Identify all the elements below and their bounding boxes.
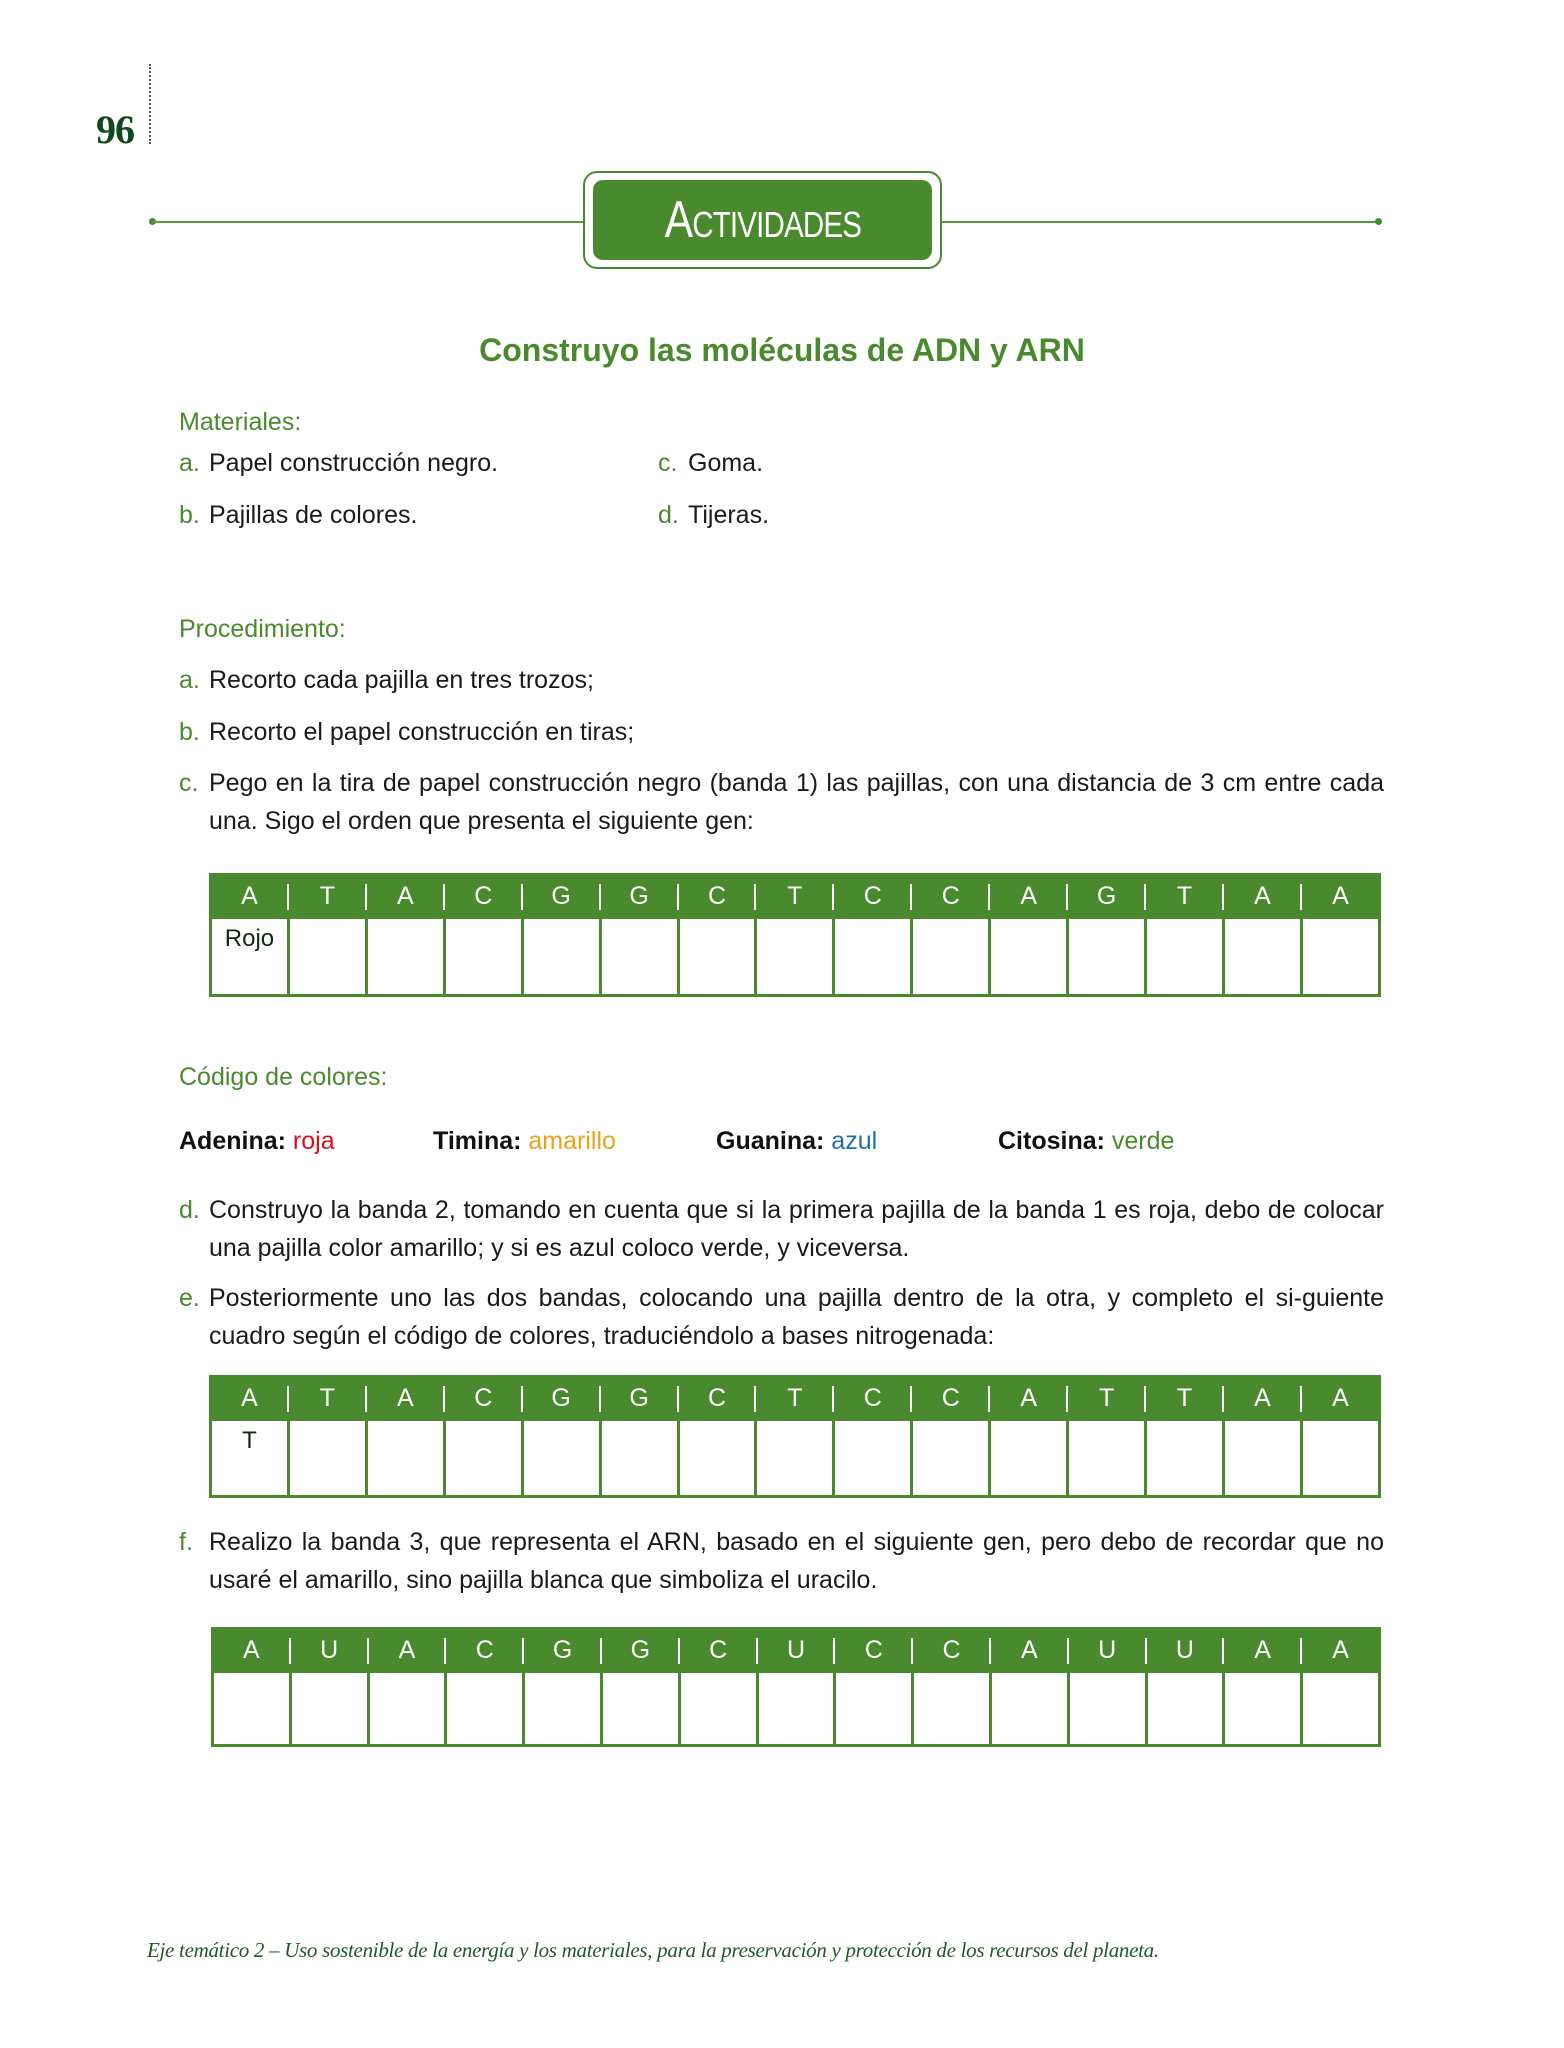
gene-base-header: A (990, 1377, 1068, 1420)
gene-base-header: G (522, 875, 600, 918)
gene-base-header: C (678, 1377, 756, 1420)
answer-cell[interactable]: T (211, 1420, 289, 1497)
legend-base: Timina: (433, 1127, 522, 1155)
item-text: Goma. (688, 449, 764, 477)
gene-base-header: A (211, 875, 289, 918)
answer-cell[interactable] (600, 1420, 678, 1497)
answer-cell[interactable] (990, 1420, 1068, 1497)
legend-adenina (179, 1127, 335, 1156)
answer-cell[interactable] (1068, 1420, 1146, 1497)
step-text: Posteriormente uno las dos bandas, colocando una pajilla dentro de la otra, y completo el si-guiente cuadro según el código de colores, traduciéndolo a bases nitrogenada: (209, 1284, 1384, 1350)
gene-base-header: G (601, 1629, 679, 1672)
step-text: Recorto el papel construcción en tiras; (209, 718, 635, 746)
gene-base-header: T (756, 875, 834, 918)
legend-timina (433, 1127, 616, 1156)
color-code-heading: Código de colores: (179, 1063, 388, 1091)
answer-cell[interactable] (756, 918, 834, 996)
gene-base-header: C (444, 875, 522, 918)
gene-base-header: C (835, 1629, 913, 1672)
procedure-step (179, 1279, 1384, 1355)
procedure-heading: Procedimiento: (179, 615, 346, 643)
answer-cell[interactable] (756, 1420, 834, 1497)
answer-cell[interactable] (678, 1420, 756, 1497)
gene-base-header: A (1224, 1629, 1302, 1672)
answer-cell[interactable] (290, 1672, 368, 1746)
answer-cell[interactable] (1146, 1420, 1224, 1497)
answer-cell[interactable] (834, 1420, 912, 1497)
gene-base-header: T (756, 1377, 834, 1420)
page-number: 96 (96, 107, 134, 152)
gene-base-header: A (1301, 875, 1379, 918)
step-label: a. (179, 666, 200, 694)
answer-cell[interactable]: Rojo (211, 918, 289, 996)
gene-base-header: T (288, 875, 366, 918)
step-label: e. (179, 1284, 200, 1312)
answer-cell[interactable] (1146, 1672, 1224, 1746)
gene-table-banda-1 (209, 873, 1381, 997)
gene-base-header: C (834, 875, 912, 918)
answer-cell[interactable] (1224, 1672, 1302, 1746)
procedure-step (179, 1191, 1384, 1267)
materials-heading: Materiales: (179, 408, 302, 436)
item-label: b. (179, 501, 200, 529)
gene-base-header: C (679, 1629, 757, 1672)
gene-base-header: C (913, 1629, 991, 1672)
gene-base-header: C (678, 875, 756, 918)
answer-cell[interactable] (678, 918, 756, 996)
gene-header-row (211, 1377, 1380, 1420)
rna-answer-row (213, 1672, 1380, 1746)
answer-cell[interactable] (366, 918, 444, 996)
gene-base-header: G (522, 1377, 600, 1420)
answer-cell[interactable] (1068, 918, 1146, 996)
answer-cell[interactable] (835, 1672, 913, 1746)
gene-base-header: G (600, 1377, 678, 1420)
legend-color-value: roja (292, 1127, 335, 1155)
section-banner (593, 180, 932, 260)
header-line-right-dot (1375, 218, 1382, 225)
answer-cell[interactable] (446, 1672, 524, 1746)
gene-base-header: A (1223, 1377, 1301, 1420)
answer-cell[interactable] (990, 918, 1068, 996)
procedure-step (179, 661, 1384, 699)
gene-table-banda-2 (209, 1375, 1381, 1498)
procedure-step (179, 713, 1384, 751)
procedure-step (179, 764, 1384, 840)
procedure-step (179, 1523, 1384, 1599)
answer-cell[interactable] (1068, 1672, 1146, 1746)
answer-cell[interactable] (834, 918, 912, 996)
color-answer-row (211, 918, 1380, 996)
step-text: Recorto cada pajilla en tres trozos; (209, 666, 594, 694)
gene-base-header: A (1223, 875, 1301, 918)
step-label: c. (179, 769, 199, 797)
legend-color-value: verde (1111, 1127, 1175, 1155)
answer-cell[interactable] (601, 1672, 679, 1746)
item-text: Papel construcción negro. (209, 449, 499, 477)
gene-base-header: T (1146, 875, 1224, 918)
answer-cell[interactable] (913, 1672, 991, 1746)
answer-cell[interactable] (1146, 918, 1224, 996)
step-text: Realizo la banda 3, que representa el ARN, basado en el siguiente gen, pero debo de recordar que no usaré el amarillo, sino pajilla blanca que simboliza el uracilo. (209, 1528, 1384, 1594)
item-text: Pajillas de colores. (209, 501, 418, 529)
legend-base: Citosina: (998, 1127, 1105, 1155)
gene-base-header: A (211, 1377, 289, 1420)
legend-citosina (998, 1127, 1174, 1156)
header-line-left (152, 221, 584, 223)
answer-cell[interactable] (366, 1420, 444, 1497)
gene-base-header: T (1068, 1377, 1146, 1420)
answer-cell[interactable] (912, 918, 990, 996)
legend-base: Guanina: (716, 1127, 825, 1155)
item-label: a. (179, 449, 200, 477)
step-label: f. (179, 1528, 193, 1556)
answer-cell[interactable] (1223, 1420, 1301, 1497)
answer-cell[interactable] (1302, 1672, 1380, 1746)
answer-cell[interactable] (213, 1672, 291, 1746)
answer-cell[interactable] (288, 1420, 366, 1497)
activity-title: Construyo las moléculas de ADN y ARN (479, 332, 1085, 368)
gene-base-header: U (1146, 1629, 1224, 1672)
legend-base: Adenina: (179, 1127, 286, 1155)
gene-base-header: T (1146, 1377, 1224, 1420)
answer-cell[interactable] (522, 918, 600, 996)
answer-cell[interactable] (524, 1672, 602, 1746)
legend-guanina (716, 1127, 877, 1156)
page-number-divider (149, 64, 151, 144)
gene-base-header: G (1068, 875, 1146, 918)
section-banner-label: Actividades (664, 191, 861, 249)
step-text: Construyo la banda 2, tomando en cuenta que si la primera pajilla de la banda 1 es roja, debo de colocar una pajilla color amarillo; y si es azul coloco verde, y viceversa. (209, 1196, 1384, 1262)
gene-base-header: A (1301, 1377, 1379, 1420)
gene-base-header: C (912, 1377, 990, 1420)
gene-base-header: G (600, 875, 678, 918)
gene-header-row (211, 875, 1380, 918)
base-answer-row (211, 1420, 1380, 1497)
gene-base-header: A (366, 1377, 444, 1420)
answer-cell[interactable] (444, 1420, 522, 1497)
step-label: b. (179, 718, 200, 746)
gene-base-header: A (368, 1629, 446, 1672)
header-line-right (941, 221, 1378, 223)
step-label: d. (179, 1196, 200, 1224)
gene-base-header: A (366, 875, 444, 918)
gene-table-banda-3 (211, 1627, 1381, 1747)
gene-base-header: A (990, 1629, 1068, 1672)
gene-base-header: T (288, 1377, 366, 1420)
gene-base-header: G (524, 1629, 602, 1672)
answer-cell[interactable] (1223, 918, 1301, 996)
gene-base-header: C (834, 1377, 912, 1420)
gene-base-header: C (912, 875, 990, 918)
gene-base-header: C (444, 1377, 522, 1420)
answer-cell[interactable] (990, 1672, 1068, 1746)
answer-cell[interactable] (368, 1672, 446, 1746)
answer-cell[interactable] (288, 918, 366, 996)
answer-cell[interactable] (522, 1420, 600, 1497)
answer-cell[interactable] (1301, 918, 1379, 996)
gene-base-header: U (290, 1629, 368, 1672)
item-label: c. (658, 449, 678, 477)
rna-header-row (213, 1629, 1380, 1672)
item-label: d. (658, 501, 679, 529)
answer-cell[interactable] (757, 1672, 835, 1746)
legend-color-value: amarillo (528, 1127, 616, 1155)
answer-cell[interactable] (600, 918, 678, 996)
answer-cell[interactable] (912, 1420, 990, 1497)
answer-cell[interactable] (679, 1672, 757, 1746)
gene-base-header: U (1068, 1629, 1146, 1672)
gene-base-header: A (213, 1629, 291, 1672)
gene-base-header: C (446, 1629, 524, 1672)
item-text: Tijeras. (688, 501, 770, 529)
page-footer: Eje temático 2 – Uso sostenible de la energía y los materiales, para la preservación y protección de los recursos del planeta. (147, 1938, 1159, 1962)
answer-cell[interactable] (1301, 1420, 1379, 1497)
gene-base-header: A (990, 875, 1068, 918)
gene-base-header: A (1302, 1629, 1380, 1672)
step-text: Pego en la tira de papel construcción negro (banda 1) las pajillas, con una distancia de 3 cm entre cada una. Sigo el orden que presenta el siguiente gen: (209, 769, 1384, 835)
legend-color-value: azul (831, 1127, 878, 1155)
gene-base-header: U (757, 1629, 835, 1672)
answer-cell[interactable] (444, 918, 522, 996)
